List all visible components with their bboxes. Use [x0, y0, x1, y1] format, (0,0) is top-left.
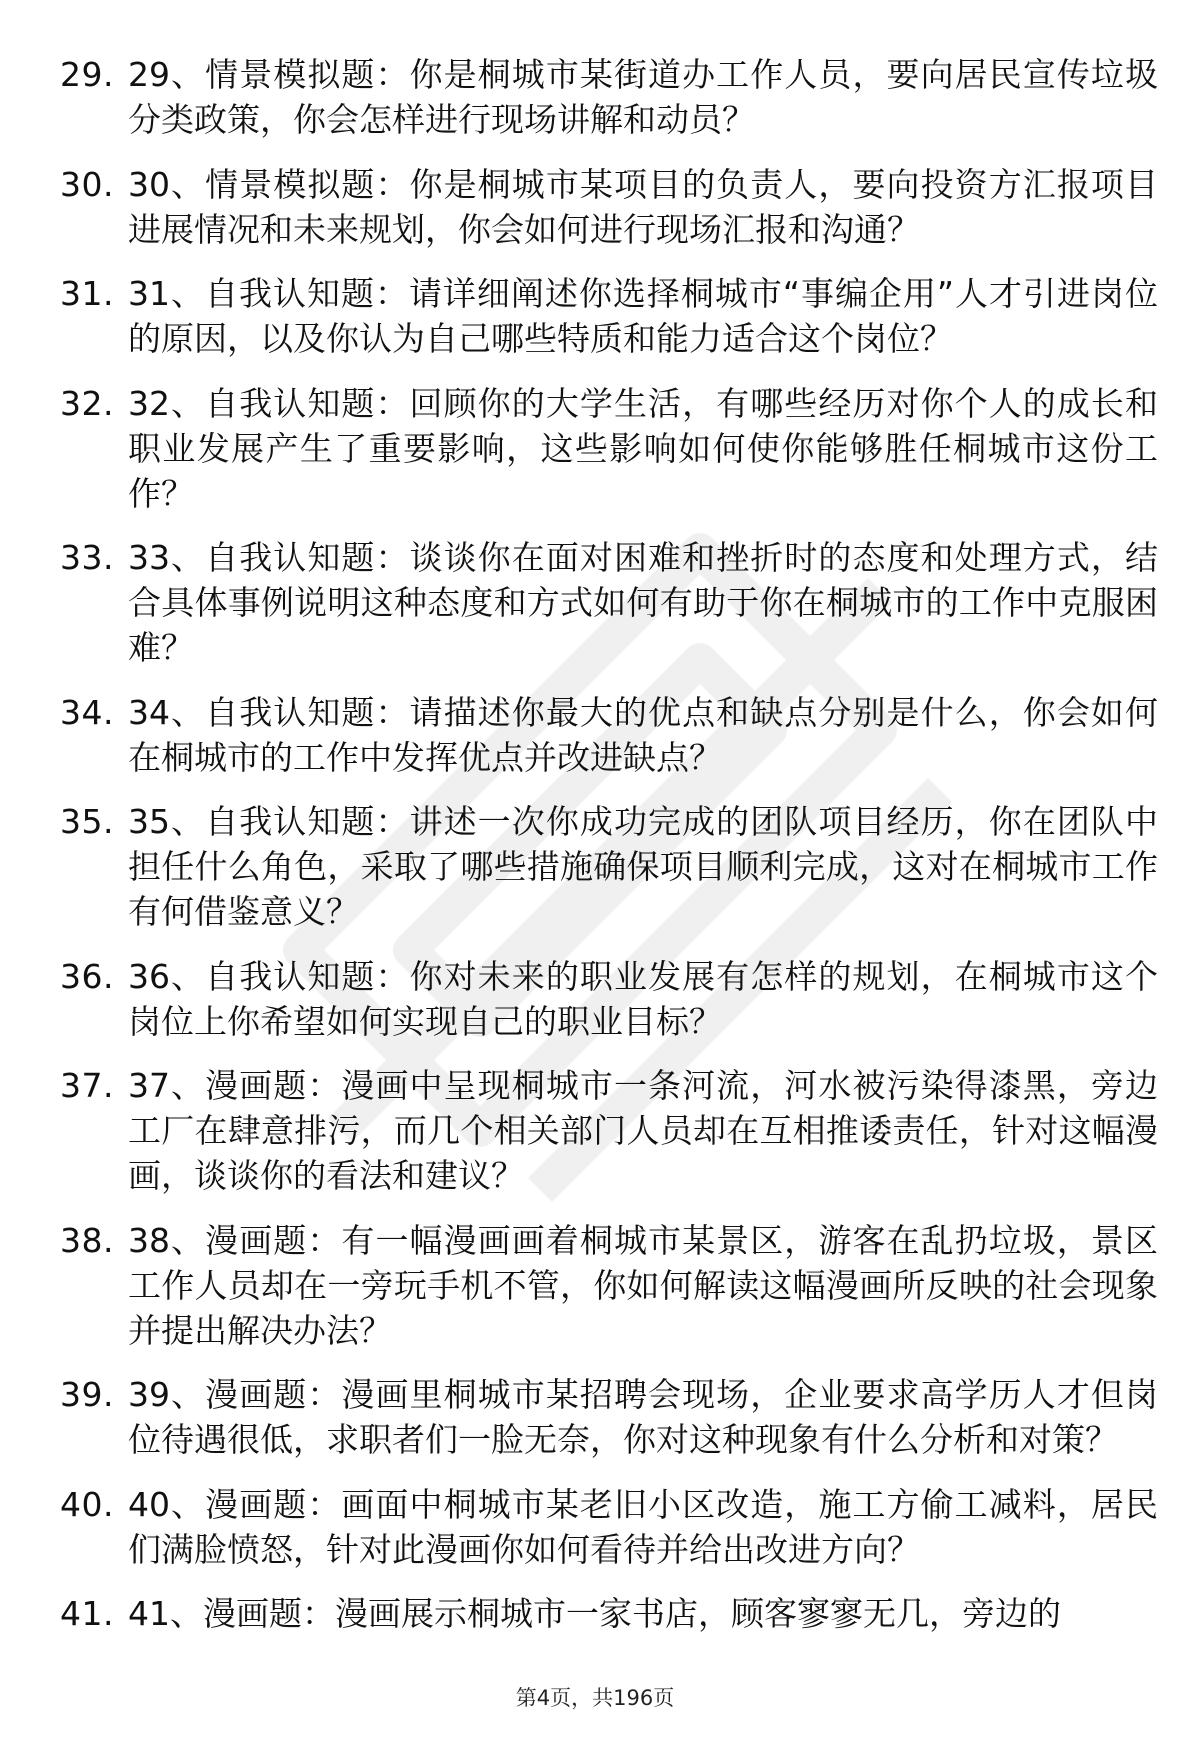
- question-number: 38.: [60, 1220, 114, 1260]
- question-number: 36.: [60, 956, 114, 996]
- question-item: [60, 162, 1160, 252]
- question-number: 29.: [60, 55, 114, 94]
- question-text: 29、情景模拟题：你是桐城市某街道办工作人员，要向居民宣传垃圾分类政策，你会怎样进行现场讲解和动员？: [128, 55, 1158, 139]
- question-text: 31、自我认知题：请详细阐述你选择桐城市“事编企用”人才引进岗位的原因，以及你认为自己哪些特质和能力适合这个岗位？: [128, 274, 1158, 358]
- question-number: 32.: [60, 383, 114, 423]
- question-item: [60, 271, 1160, 361]
- question-number: 31.: [60, 274, 114, 313]
- question-item: [60, 381, 1160, 516]
- question-text: 36、自我认知题：你对未来的职业发展有怎样的规划，在桐城市这个岗位上你希望如何实现自己的职业目标？: [128, 956, 1158, 1041]
- question-text: 33、自我认知题：谈谈你在面对困难和挫折时的态度和处理方式，结合具体事例说明这种态度和方式如何有助于你在桐城市的工作中克服困难？: [128, 538, 1158, 667]
- question-number: 40.: [60, 1484, 114, 1524]
- question-text: 39、漫画题：漫画里桐城市某招聘会现场，企业要求高学历人才但岗位待遇很低，求职者们一脸无奈，你对这种现象有什么分析和对策？: [128, 1375, 1158, 1459]
- question-text: 37、漫画题：漫画中呈现桐城市一条河流，河水被污染得漆黑，旁边工厂在肆意排污，而几个相关部门人员却在互相推诿责任，针对这幅漫画，谈谈你的看法和建议？: [128, 1066, 1158, 1195]
- question-text: 32、自我认知题：回顾你的大学生活，有哪些经历对你个人的成长和职业发展产生了重要影响，这些影响如何使你能够胜任桐城市这份工作？: [128, 383, 1158, 513]
- question-number: 35.: [60, 802, 114, 841]
- question-list: [60, 52, 1160, 1656]
- question-number: 30.: [60, 164, 114, 204]
- question-item: [60, 690, 1160, 780]
- question-item: [60, 1372, 1160, 1462]
- question-number: 41.: [60, 1594, 114, 1633]
- question-text: 30、情景模拟题：你是桐城市某项目的负责人，要向投资方汇报项目进展情况和未来规划，你会如何进行现场汇报和沟通？: [128, 164, 1158, 249]
- question-item: [60, 535, 1160, 670]
- question-item: [60, 1063, 1160, 1198]
- question-text: 41、漫画题：漫画展示桐城市一家书店，顾客寥寥无几，旁边的: [128, 1594, 1061, 1633]
- question-number: 37.: [60, 1066, 114, 1105]
- question-text: 40、漫画题：画面中桐城市某老旧小区改造，施工方偷工减料，居民们满脸愤怒，针对此漫画你如何看待并给出改进方向？: [128, 1484, 1158, 1569]
- question-item: [60, 1591, 1160, 1636]
- question-item: [60, 1482, 1160, 1572]
- question-number: 39.: [60, 1375, 114, 1414]
- question-number: 34.: [60, 692, 114, 732]
- question-item: [60, 954, 1160, 1044]
- question-text: 35、自我认知题：讲述一次你成功完成的团队项目经历，你在团队中担任什么角色，采取了哪些措施确保项目顺利完成，这对在桐城市工作有何借鉴意义？: [128, 802, 1158, 931]
- question-number: 33.: [60, 538, 114, 577]
- question-text: 38、漫画题：有一幅漫画画着桐城市某景区，游客在乱扔垃圾，景区工作人员却在一旁玩手机不管，你如何解读这幅漫画所反映的社会现象并提出解决办法？: [128, 1220, 1158, 1350]
- question-item: [60, 1218, 1160, 1353]
- question-item: [60, 799, 1160, 934]
- question-text: 34、自我认知题：请描述你最大的优点和缺点分别是什么，你会如何在桐城市的工作中发挥优点并改进缺点？: [128, 692, 1158, 777]
- question-item: [60, 52, 1160, 142]
- page-footer: 第4页，共196页: [515, 1686, 675, 1710]
